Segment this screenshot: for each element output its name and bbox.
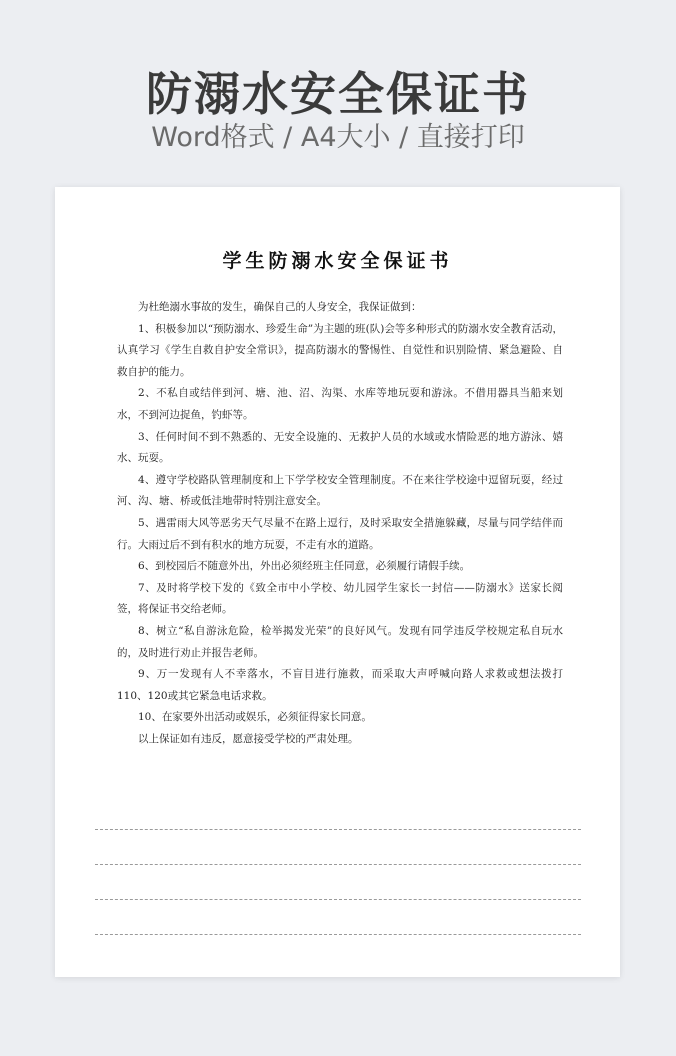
signature-line (95, 934, 581, 935)
pledge-item-5: 5、遇雷雨大风等恶劣天气尽量不在路上逗行，及时采取安全措施躲藏，尽量与同学结伴而行。大雨过后不到有积水的地方玩耍，不走有水的道路。 (117, 516, 563, 551)
signature-line (95, 899, 581, 900)
pledge-item-10: 10、在家要外出活动或娱乐，必须征得家长同意。 (138, 711, 372, 724)
closing-paragraph: 以上保证如有违反，愿意接受学校的严肃处理。 (138, 732, 359, 745)
signature-line (95, 864, 581, 865)
pledge-item-2: 2、不私自或结伴到河、塘、池、沼、沟渠、水库等地玩耍和游泳。不借用器具当船来划水，不到河边捉鱼，钓虾等。 (117, 387, 563, 421)
document-body (117, 297, 563, 750)
signature-line (95, 829, 581, 830)
pledge-item-7: 7、及时将学校下发的《致全市中小学校、幼儿园学生家长一封信——防溺水》送家长阅签，将保证书交给老师。 (117, 581, 563, 616)
intro-paragraph: 为杜绝溺水事故的发生，确保自己的人身安全，我保证做到： (138, 301, 422, 313)
document-sheet (55, 187, 620, 977)
pledge-item-3: 3、任何时间不到不熟悉的、无安全设施的、无救护人员的水域或水情险恶的地方游泳、嬉水、玩耍。 (117, 430, 563, 465)
pledge-item-8: 8、树立“私自游泳危险，检举揭发光荣”的良好风气。发现有同学违反学校规定私自玩水的，及时进行劝止并报告老师。 (117, 624, 563, 659)
banner-title: 防溺水安全保证书 (146, 67, 530, 121)
pledge-item-4: 4、遵守学校路队管理制度和上下学学校安全管理制度。不在来往学校途中逗留玩耍，经过河、沟、塘、桥或低洼地带时特别注意安全。 (117, 473, 563, 508)
document-title: 学生防溺水安全保证书 (222, 250, 453, 272)
pledge-item-1: 1、积极参加以“预防溺水、珍爱生命”为主题的班(队)会等多种形式的防溺水安全教育活动，认真学习《学生自救自护安全常识》，提高防溺水的警惕性、自觉性和识别险情、紧急避险、自救自护的能力。 (117, 322, 563, 378)
signature-lines (95, 829, 581, 969)
pledge-item-6: 6、到校园后不随意外出，外出必须经班主任同意，必须履行请假手续。 (138, 560, 471, 573)
pledge-item-9: 9、万一发现有人不幸落水，不盲目进行施救，而采取大声呼喊向路人求救或想法拨打110、120或其它紧急电话求救。 (117, 668, 563, 702)
banner-subtitle: Word格式 / A4大小 / 直接打印 (151, 122, 525, 153)
